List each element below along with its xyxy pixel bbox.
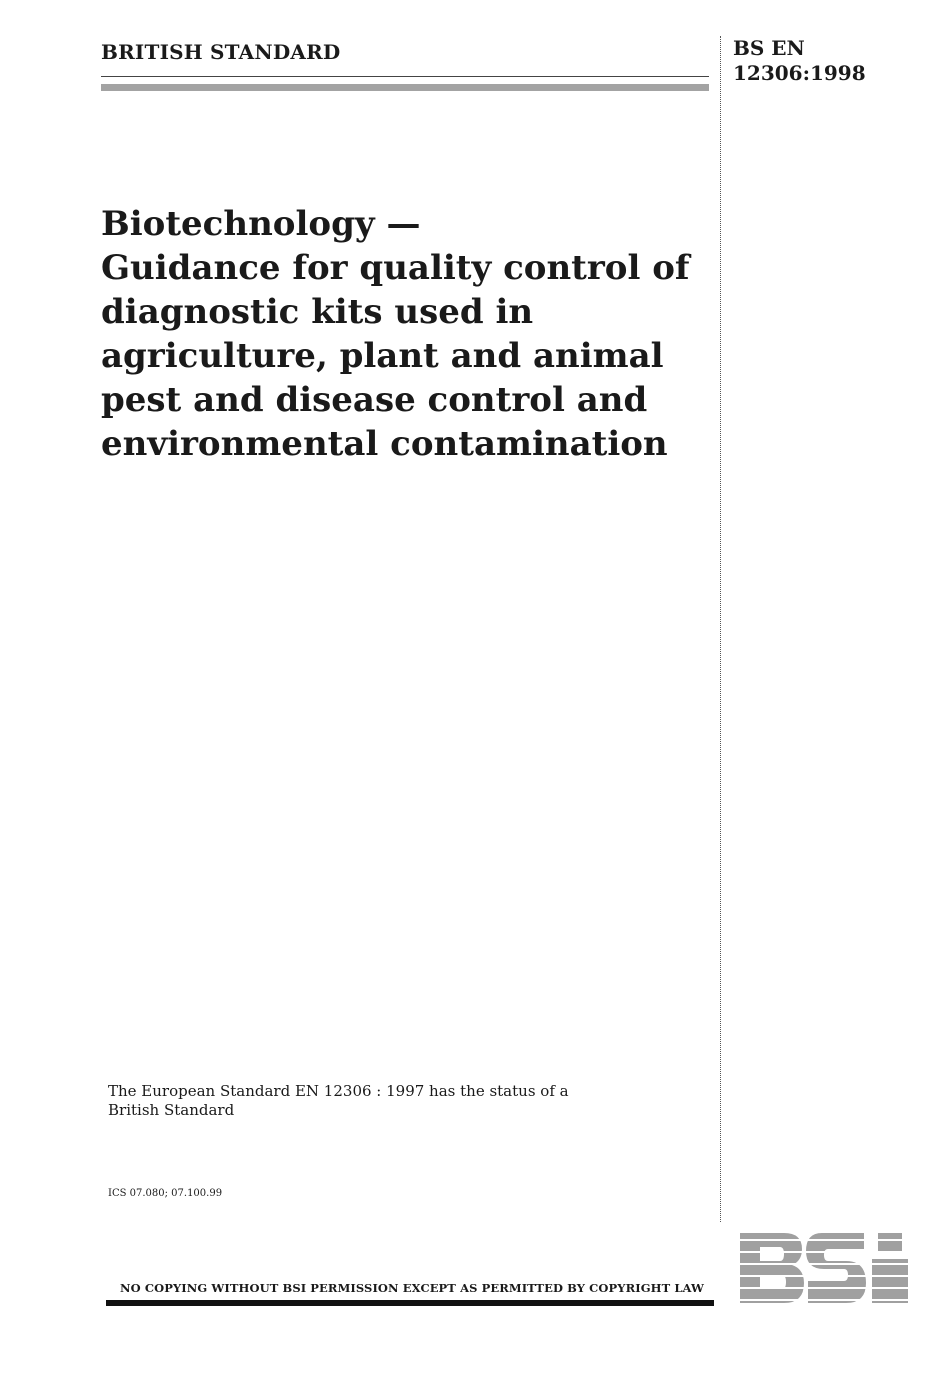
standard-number-line-1: BS EN: [733, 36, 805, 60]
ics-code: ICS 07.080; 07.100.99: [108, 1188, 223, 1199]
copyright-notice: NO COPYING WITHOUT BSI PERMISSION EXCEPT AS PERMITTED BY COPYRIGHT LAW: [120, 1281, 705, 1295]
title-line: diagnostic kits used in: [101, 292, 534, 332]
document-series-label: BRITISH STANDARD: [101, 40, 341, 64]
title-line: agriculture, plant and animal: [101, 336, 664, 376]
footer-divider: [106, 1300, 714, 1306]
bsi-logo-icon: [738, 1229, 910, 1307]
title-line: Guidance for quality control of: [101, 248, 690, 288]
margin-divider: [720, 36, 721, 1222]
standard-number-line-2: 12306:1998: [733, 61, 866, 85]
status-note-line-1: The European Standard EN 12306 : 1997 has the status of a: [108, 1082, 569, 1100]
status-note: [108, 1082, 569, 1120]
title-line: pest and disease control and: [101, 380, 648, 420]
title-line: environmental contamination: [101, 424, 668, 464]
status-note-line-2: British Standard: [108, 1101, 235, 1119]
standard-number: [733, 36, 866, 86]
header-divider-thin: [101, 76, 709, 77]
header-divider-thick: [101, 84, 709, 91]
title-line: Biotechnology —: [101, 204, 421, 244]
document-title: [101, 202, 711, 466]
